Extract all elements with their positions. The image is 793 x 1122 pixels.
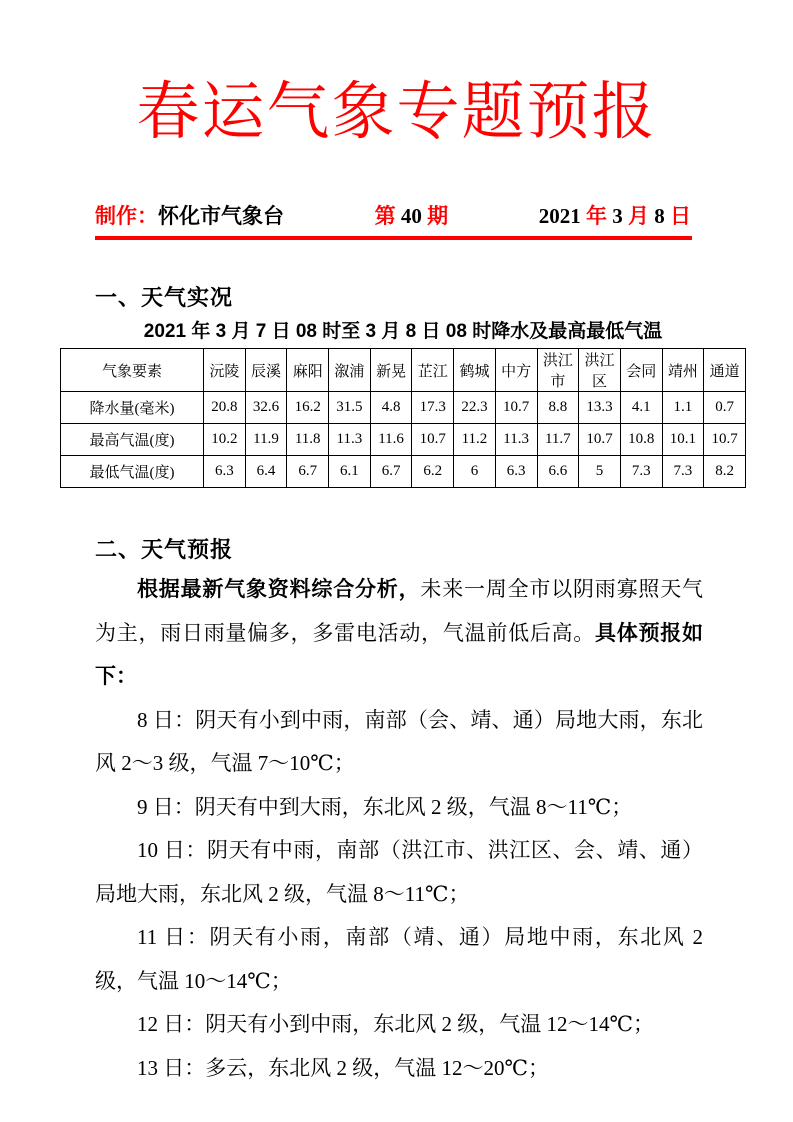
table-header-cell: 新晃: [370, 349, 412, 392]
forecast-intro-text: 未来一周全市以阴雨寡照天气为主，雨日雨量偏多，多雷电活动，气温前低后高。: [95, 577, 704, 645]
table-cell: 6.3: [204, 456, 246, 488]
forecast-intro-tail: 具体预报如下：: [95, 621, 704, 688]
weather-table-head-row: [61, 349, 746, 392]
date-day: 8: [654, 204, 670, 228]
forecast-item: 12 日：阴天有小到中雨，东北风 2 级，气温 12～14℃；: [137, 1012, 654, 1036]
table-header-cell: 鹤城: [454, 349, 496, 392]
meta-row: [95, 200, 691, 230]
table-cell: 6: [454, 456, 496, 488]
row-label: 最高气温(度): [61, 424, 204, 456]
date-month-char: 月: [628, 204, 655, 228]
date-month: 3: [612, 204, 628, 228]
table-cell: 10.7: [412, 424, 454, 456]
table-cell: 7.3: [662, 456, 704, 488]
table-cell: 31.5: [329, 392, 371, 424]
table-cell: 6.3: [495, 456, 537, 488]
table-cell: 11.3: [329, 424, 371, 456]
table-cell: 4.1: [620, 392, 662, 424]
forecast-item: 10 日：阴天有中雨，南部（洪江市、洪江区、会、靖、通）局地大雨，东北风 2 级，气温 8～11℃；: [95, 838, 703, 906]
table-cell: 11.7: [537, 424, 579, 456]
table-header-cell: 辰溪: [245, 349, 287, 392]
table-header-cell: 靖州: [662, 349, 704, 392]
forecast-item: 13 日：多云，东北风 2 级，气温 12～20℃；: [137, 1055, 549, 1080]
table-header-cell: 芷江: [412, 349, 454, 392]
date-day-char: 日: [670, 204, 691, 228]
table-cell: 13.3: [579, 392, 621, 424]
forecast-item: 11 日：阴天有小雨，南部（靖、通）局地中雨，东北风 2 级，气温 10～14℃；: [95, 925, 703, 993]
table-cell: 8.8: [537, 392, 579, 424]
forecast-list: [95, 699, 703, 1091]
table-cell: 32.6: [245, 392, 287, 424]
table-cell: 22.3: [454, 392, 496, 424]
table-header-cell: 洪江市: [537, 349, 579, 392]
weather-table: [60, 348, 746, 488]
table-caption: 2021 年 3 月 7 日 08 时至 3 月 8 日 08 时降水及最高最低气温: [143, 321, 663, 342]
table-row: [61, 392, 746, 424]
table-cell: 16.2: [287, 392, 329, 424]
date-year: 2021: [538, 204, 586, 228]
forecast-item: 9 日：阴天有中到大雨，东北风 2 级，气温 8～11℃；: [137, 794, 633, 819]
table-header-cell: 麻阳: [287, 349, 329, 392]
table-cell: 11.3: [495, 424, 537, 456]
table-cell: 4.8: [370, 392, 412, 424]
table-cell: 6.7: [287, 456, 329, 488]
issue-suffix: 期: [421, 204, 449, 228]
table-cell: 8.2: [704, 456, 746, 488]
table-cell: 11.8: [287, 424, 329, 456]
table-header-cell: 溆浦: [329, 349, 371, 392]
table-cell: 10.7: [579, 424, 621, 456]
table-cell: 10.7: [704, 424, 746, 456]
table-cell: 6.4: [245, 456, 287, 488]
issue-prefix: 第: [374, 204, 401, 228]
table-cell: 6.1: [329, 456, 371, 488]
table-cell: 17.3: [412, 392, 454, 424]
row-label: 最低气温(度): [61, 456, 204, 488]
table-cell: 6.6: [537, 456, 579, 488]
table-cell: 11.9: [245, 424, 287, 456]
forecast-item: 8 日：阴天有小到中雨，南部（会、靖、通）局地大雨，东北风 2～3 级，气温 7～10℃；: [95, 707, 703, 775]
producer-field: [95, 200, 284, 230]
forecast-intro: [95, 568, 703, 699]
table-header-cell: 中方: [495, 349, 537, 392]
red-divider: [95, 236, 692, 240]
table-cell: 10.2: [204, 424, 246, 456]
producer-label: 制作：: [95, 204, 158, 228]
forecast-body: [95, 568, 703, 1090]
row-label: 降水量(毫米): [61, 392, 204, 424]
forecast-intro-lead: 根据最新气象资料综合分析，: [137, 578, 421, 601]
issue-number: 40: [400, 204, 422, 228]
table-cell: 6.7: [370, 456, 412, 488]
table-header-cell: 沅陵: [204, 349, 246, 392]
table-row: [61, 424, 746, 456]
producer-value: 怀化市气象台: [158, 204, 284, 228]
issue-field: [375, 200, 449, 230]
table-header-cell: 洪江区: [579, 349, 621, 392]
table-cell: 5: [579, 456, 621, 488]
table-header-cell: 会同: [620, 349, 662, 392]
table-cell: 10.8: [620, 424, 662, 456]
table-cell: 11.2: [454, 424, 496, 456]
section-2-heading: 二、天气预报: [95, 537, 234, 562]
table-cell: 11.6: [370, 424, 412, 456]
table-cell: 1.1: [662, 392, 704, 424]
table-row: [61, 456, 746, 488]
date-year-char: 年: [586, 204, 613, 228]
table-cell: 20.8: [204, 392, 246, 424]
table-cell: 10.7: [495, 392, 537, 424]
table-cell: 6.2: [412, 456, 454, 488]
document-title: 春运气象专题预报: [136, 77, 657, 147]
table-cell: 10.1: [662, 424, 704, 456]
weather-table-body: [61, 392, 746, 488]
table-header-label: 气象要素: [61, 349, 204, 392]
table-cell: 7.3: [620, 456, 662, 488]
date-field: [539, 200, 691, 230]
section-1-heading: 一、天气实况: [95, 285, 234, 310]
table-cell: 0.7: [704, 392, 746, 424]
table-header-cell: 通道: [704, 349, 746, 392]
